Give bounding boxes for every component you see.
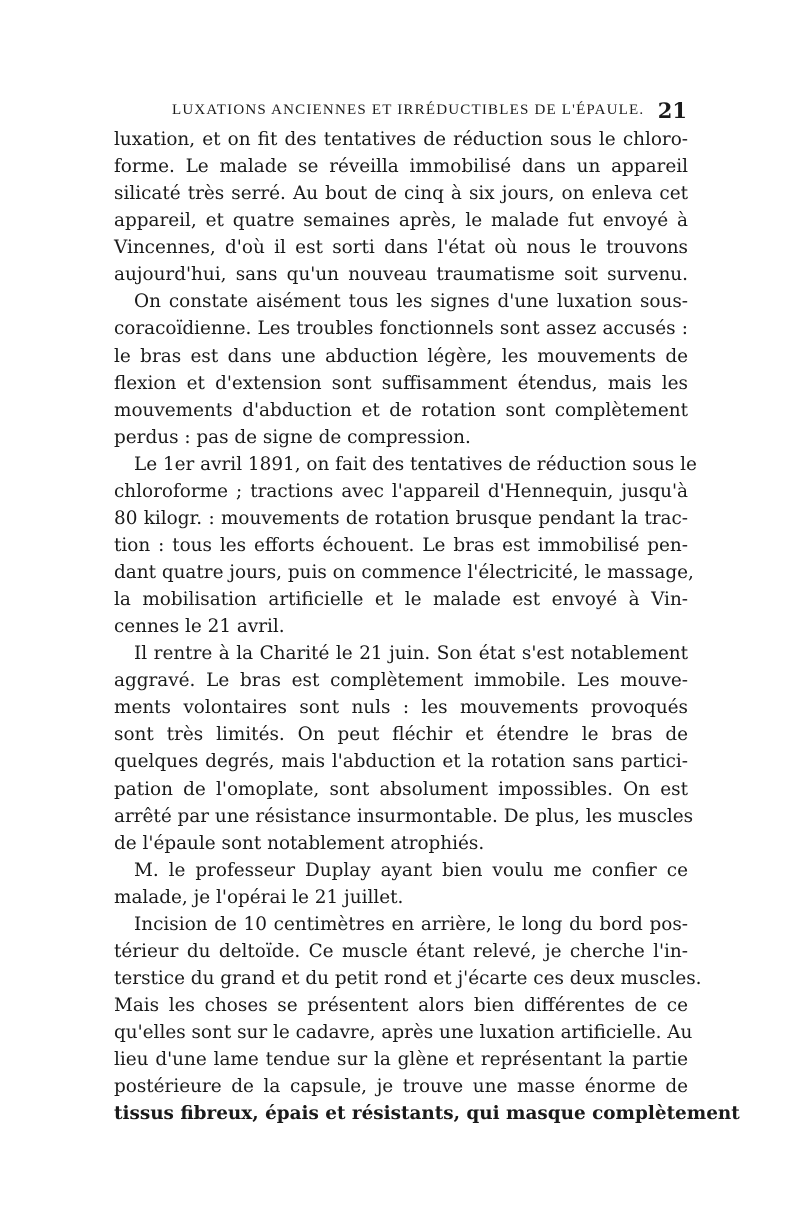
text-line: térieur du deltoïde. Ce muscle étant relevé, je cherche l'in- (114, 940, 688, 962)
text-line: mouvements d'abduction et de rotation sont complètement (114, 399, 688, 421)
text-line: aggravé. Le bras est complètement immobile. Les mouve- (114, 670, 688, 692)
text-line: forme. Le malade se réveilla immobilisé dans un appareil (114, 156, 688, 178)
text-line: sont très limités. On peut fléchir et étendre le bras de (114, 724, 688, 746)
text-line: qu'elles sont sur le cadavre, après une luxation artificielle. Au (114, 1022, 693, 1044)
text-line: pation de l'omoplate, sont absolument impossibles. On est (114, 778, 688, 800)
text-line: luxation, et on fit des tentatives de réduction sous le chloro- (114, 129, 688, 150)
text-line: arrêté par une résistance insurmontable. De plus, les muscles (114, 805, 694, 827)
text-line: cennes le 21 avril. (114, 616, 285, 638)
text-line: la mobilisation artificielle et le malade est envoyé à Vin- (114, 589, 688, 611)
text-line: silicaté très serré. Au bout de cinq à six jours, on enleva cet (114, 183, 688, 205)
page-number: 21 (657, 98, 687, 123)
text-line: le bras est dans une abduction légère, les mouvements de (114, 345, 688, 367)
text-line: Il rentre à la Charité le 21 juin. Son état s'est notablement (134, 643, 688, 665)
body-text (114, 126, 740, 1127)
text-line: quelques degrés, mais l'abduction et la rotation sans partici- (114, 751, 688, 773)
text-line: 80 kilogr. : mouvements de rotation brusque pendant la trac- (114, 507, 688, 529)
text-line: Vincennes, d'où il est sorti dans l'état où nous le trouvons (114, 237, 688, 259)
running-title: LUXATIONS ANCIENNES ET IRRÉDUCTIBLES DE L'ÉPAULE. (172, 102, 645, 118)
text-line: M. le professeur Duplay ayant bien voulu me confier ce (134, 859, 688, 881)
text-line: ments volontaires sont nuls : les mouvements provoqués (114, 697, 688, 719)
text-line: dant quatre jours, puis on commence l'électricité, le massage, (114, 562, 694, 583)
text-line: perdus : pas de signe de compression. (114, 426, 471, 448)
text-line: Incision de 10 centimètres en arrière, le long du bord pos- (134, 913, 688, 935)
text-line: aujourd'hui, sans qu'un nouveau traumatisme soit survenu. (114, 264, 688, 286)
text-line: chloroforme ; tractions avec l'appareil d'Hennequin, jusqu'à (114, 480, 688, 502)
text-line: Le 1er avril 1891, on fait des tentatives de réduction sous le (134, 453, 697, 475)
text-line: flexion et d'extension sont suffisamment étendus, mais les (114, 372, 688, 394)
text-line: de l'épaule sont notablement atrophiés. (114, 832, 485, 854)
text-line: On constate aisément tous les signes d'une luxation sous- (134, 291, 688, 313)
text-line: malade, je l'opérai le 21 juillet. (114, 886, 404, 908)
text-line: appareil, et quatre semaines après, le malade fut envoyé à (114, 210, 688, 232)
running-head (172, 98, 687, 128)
text-line: lieu d'une lame tendue sur la glène et représentant la partie (114, 1049, 688, 1071)
text-line: tissus fibreux, épais et résistants, qui masque complètement (114, 1103, 740, 1125)
text-line: coracoïdienne. Les troubles fonctionnels sont assez accusés : (114, 318, 688, 340)
text-line: postérieure de la capsule, je trouve une masse énorme de (114, 1076, 688, 1098)
text-line: terstice du grand et du petit rond et j'écarte ces deux muscles. (114, 967, 702, 989)
text-line: Mais les choses se présentent alors bien différentes de ce (114, 995, 688, 1016)
text-line: tion : tous les efforts échouent. Le bras est immobilisé pen- (114, 534, 688, 556)
